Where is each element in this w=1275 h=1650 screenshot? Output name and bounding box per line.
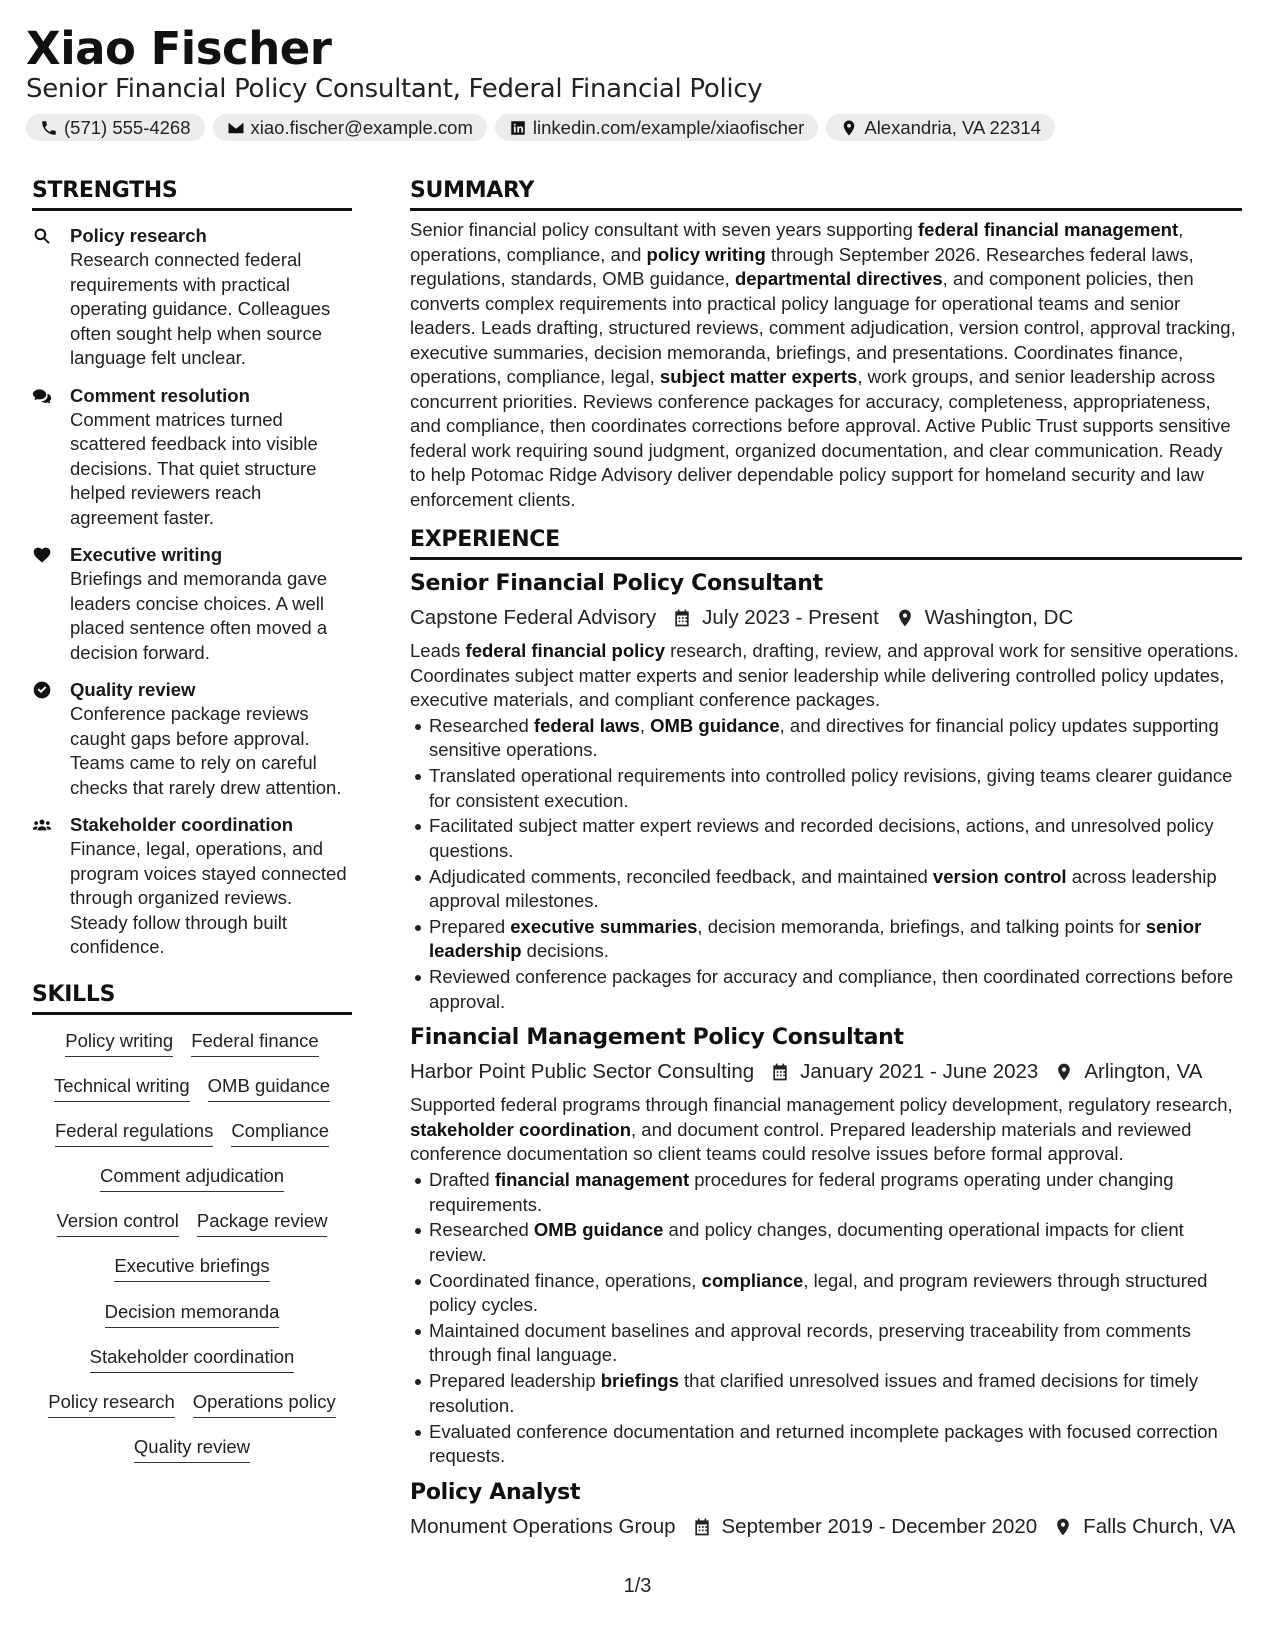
linkedin-icon <box>509 119 527 137</box>
skill-row <box>100 1162 284 1207</box>
skill-row <box>48 1388 335 1433</box>
text-segment: Adjudicated comments, reconciled feedback, and maintained <box>429 865 933 887</box>
skill-tag: Executive briefings <box>114 1252 269 1282</box>
job-bullet <box>429 1218 1242 1267</box>
text-segment: Translated operational requirements into controlled policy revisions, giving teams clearer guidance for consistent execution. <box>429 765 1233 811</box>
text-segment: , and component policies, then converts complex requirements into practical policy language for operational teams and senior leaders. Leads drafting, structured reviews, comment adjudication, version control, approval tracking, executive summaries, decision memoranda, briefings, and presentations. Coordinates finance, operations, compliance, legal, <box>410 268 1236 387</box>
text-segment: Researched <box>429 714 534 736</box>
candidate-title: Senior Financial Policy Consultant, Federal Financial Policy <box>26 74 763 104</box>
text-segment: that clarified unresolved issues and framed decisions for timely resolution. <box>429 1370 1199 1416</box>
skill-tag: Decision memoranda <box>105 1298 280 1328</box>
text-segment: Evaluated conference documentation and returned incomplete packages with focused correction requests. <box>429 1420 1218 1467</box>
contact-location-text: Alexandria, VA 22314 <box>864 116 1041 138</box>
text-segment: Researched <box>429 1219 534 1241</box>
strength-item <box>32 224 352 371</box>
job-dates: January 2021 - June 2023 <box>800 1060 1039 1084</box>
text-segment: , and document control. Prepared leadership materials and reviewed conference documentation so client teams could resolve issues before formal approval. <box>410 1118 1192 1165</box>
map-pin-icon <box>1053 1517 1073 1537</box>
text-segment: Prepared <box>429 915 511 937</box>
job-bullet <box>429 1420 1242 1469</box>
text-segment: , operations, compliance, and <box>410 219 1184 265</box>
contact-email-text: xiao.fischer@example.com <box>250 116 473 138</box>
strength-item <box>32 384 352 531</box>
skill-row <box>55 1117 329 1162</box>
job-company: Capstone Federal Advisory <box>410 606 657 629</box>
job-location: Arlington, VA <box>1084 1060 1203 1084</box>
text-segment: Drafted <box>429 1169 495 1191</box>
magnifier-icon <box>32 226 52 246</box>
contact-phone-text: (571) 555-4268 <box>64 116 191 138</box>
job-meta <box>410 1058 1242 1086</box>
map-pin-icon <box>840 119 858 137</box>
bold-text: subject matter experts <box>659 366 858 387</box>
text-segment: research, drafting, review, and approval work for sensitive operations. Coordinates subject matter experts and senior leadership while delivering controlled policy updates, executive materials, and compliant conference packages. <box>410 640 1239 710</box>
skills-heading: SKILLS <box>32 982 352 1015</box>
bold-text: departmental directives <box>734 268 943 289</box>
text-segment: procedures for federal programs operating under changing requirements. <box>429 1169 1174 1215</box>
bold-text: executive summaries <box>510 915 698 937</box>
strength-title: Quality review <box>70 679 196 700</box>
text-segment: , decision memoranda, briefings, and talking points for <box>697 915 1146 937</box>
skill-tag: Policy writing <box>65 1027 173 1057</box>
page-number: 1/3 <box>623 1575 652 1597</box>
skill-tag: Federal finance <box>191 1027 319 1057</box>
skill-tag: Version control <box>57 1207 179 1237</box>
job-title: Policy Analyst <box>410 1479 581 1505</box>
skill-tag: Package review <box>197 1207 328 1237</box>
strength-desc: Comment matrices turned scattered feedback into visible decisions. That quiet structure helped reviewers reach agreement faster. <box>70 408 318 528</box>
summary-text <box>410 218 1242 512</box>
skill-tag: Quality review <box>134 1433 250 1463</box>
job-entry <box>410 569 1242 1014</box>
skill-row <box>105 1298 280 1343</box>
calendar-icon <box>672 608 692 628</box>
strength-desc: Research connected federal requirements with practical operating guidance. Colleagues often sought help when source language felt unclear. <box>70 249 331 368</box>
bold-text: financial management <box>494 1169 690 1191</box>
skill-row <box>114 1252 269 1297</box>
skill-tag: Technical writing <box>54 1072 190 1102</box>
strength-desc: Conference package reviews caught gaps before approval. Teams came to rely on careful checks that rarely drew attention. <box>70 703 342 798</box>
left-column <box>32 178 352 1478</box>
strength-title: Executive writing <box>70 544 223 565</box>
job-bullet <box>429 1168 1242 1217</box>
job-bullets <box>429 714 1242 1014</box>
skill-row <box>57 1207 328 1252</box>
skill-tag: Compliance <box>231 1117 329 1147</box>
contact-location <box>826 114 1055 141</box>
bold-text: policy writing <box>646 243 766 265</box>
map-pin-icon <box>1054 1062 1074 1082</box>
bold-text: stakeholder coordination <box>410 1118 632 1140</box>
text-segment: Leads <box>410 640 466 661</box>
strength-item <box>32 678 352 800</box>
job-bullet <box>429 1369 1242 1418</box>
job-bullet <box>429 1269 1242 1318</box>
skills-list <box>32 1027 352 1479</box>
skill-tag: Comment adjudication <box>100 1162 284 1192</box>
map-pin-icon <box>895 608 915 628</box>
text-segment: decisions. <box>521 940 609 962</box>
experience-heading: EXPERIENCE <box>410 527 1242 560</box>
contact-linkedin-text: linkedin.com/example/xiaofischer <box>532 116 805 138</box>
job-company: Harbor Point Public Sector Consulting <box>410 1060 755 1084</box>
bold-text: briefings <box>600 1370 679 1392</box>
skill-row <box>90 1343 295 1388</box>
summary-heading: SUMMARY <box>410 178 1242 211</box>
bold-text: OMB guidance <box>533 1219 664 1241</box>
skill-tag: Operations policy <box>193 1388 336 1418</box>
job-bullet <box>429 764 1242 813</box>
strength-item <box>32 813 352 960</box>
skill-row <box>54 1072 330 1117</box>
text-segment: Facilitated subject matter expert reviews and recorded decisions, actions, and unresolved policy questions. <box>429 815 1214 861</box>
job-dates: September 2019 - December 2020 <box>721 1514 1038 1538</box>
strength-title: Stakeholder coordination <box>70 814 294 835</box>
comments-icon <box>32 386 52 406</box>
text-segment: Coordinated finance, operations, <box>429 1269 702 1291</box>
right-column <box>410 178 1242 1541</box>
contact-email[interactable] <box>213 114 487 141</box>
text-segment: across leadership approval milestones. <box>429 865 1217 912</box>
bold-text: federal laws <box>533 714 640 736</box>
text-segment: , work groups, and senior leadership across concurrent priorities. Reviews conference packages for accuracy, completeness, appropriateness, and compliance, then coordinates corrections before approval. Active Public Trust supports sensitive federal work requiring sound judgment, organized documentation, and clear communication. Ready to help Potomac Ridge Advisory deliver dependable policy support for homeland security and law enforcement clients. <box>410 366 1231 510</box>
envelope-icon <box>227 119 245 137</box>
candidate-name: Xiao Fischer <box>26 22 332 75</box>
strength-desc: Finance, legal, operations, and program voices stayed connected through organized reviews. Steady follow through built confidence. <box>70 838 347 957</box>
job-meta <box>410 1513 1242 1541</box>
calendar-icon <box>770 1062 790 1082</box>
job-bullet <box>429 714 1242 763</box>
skill-row <box>134 1433 250 1478</box>
heart-icon <box>32 545 52 565</box>
skill-tag: Policy research <box>48 1388 174 1418</box>
users-icon <box>32 815 52 835</box>
contact-bar <box>26 114 1055 141</box>
text-segment: and policy changes, documenting operational impacts for client review. <box>429 1219 1184 1265</box>
bold-text: version control <box>932 865 1067 887</box>
strength-title: Comment resolution <box>70 384 250 406</box>
bold-text: federal financial management <box>918 219 1179 240</box>
contact-phone[interactable] <box>26 114 205 141</box>
text-segment: through September 2026. Researches federal laws, regulations, standards, OMB guidance, <box>410 243 1194 289</box>
job-entry <box>410 1023 1242 1468</box>
strength-title: Policy research <box>70 225 207 246</box>
text-segment: , <box>639 714 651 736</box>
text-segment: , legal, and program reviewers through structured policy cycles. <box>429 1269 1208 1316</box>
job-description <box>410 1093 1242 1167</box>
skill-tag: Federal regulations <box>55 1117 213 1147</box>
text-segment: Senior financial policy consultant with seven years supporting <box>410 219 919 240</box>
skill-row <box>65 1027 318 1072</box>
text-segment: Maintained document baselines and approval records, preserving traceability from comments through final language. <box>429 1319 1191 1366</box>
text-segment: Reviewed conference packages for accuracy and compliance, then coordinated corrections before approval. <box>429 966 1234 1012</box>
skill-tag: OMB guidance <box>208 1072 330 1102</box>
check-circle-icon <box>32 680 52 700</box>
job-description <box>410 639 1242 713</box>
job-dates: July 2023 - Present <box>702 606 879 629</box>
text-segment: Supported federal programs through financial management policy development, regulatory research, <box>410 1094 1233 1116</box>
job-meta <box>410 604 1242 632</box>
job-bullet <box>429 1319 1242 1368</box>
strength-desc: Briefings and memoranda gave leaders concise choices. A well placed sentence often moved a decision forward. <box>70 568 328 663</box>
bold-text: OMB guidance <box>650 714 780 736</box>
job-bullet <box>429 814 1242 863</box>
strength-item <box>32 543 352 665</box>
contact-linkedin[interactable] <box>495 114 818 141</box>
job-bullets <box>429 1168 1242 1468</box>
job-bullet <box>429 915 1242 964</box>
experience-list <box>410 569 1242 1541</box>
job-company: Monument Operations Group <box>410 1514 676 1538</box>
bold-text: federal financial policy <box>465 640 665 661</box>
text-segment: Prepared leadership <box>429 1370 601 1392</box>
job-title: Financial Management Policy Consultant <box>410 1025 904 1051</box>
job-location: Washington, DC <box>924 606 1074 629</box>
calendar-icon <box>692 1517 712 1537</box>
strengths-heading: STRENGTHS <box>32 178 352 211</box>
bold-text: compliance <box>701 1269 804 1291</box>
job-bullet <box>429 965 1242 1014</box>
phone-icon <box>40 119 58 137</box>
job-bullet <box>429 865 1242 914</box>
job-entry <box>410 1478 1242 1541</box>
skill-tag: Stakeholder coordination <box>90 1343 295 1373</box>
job-location: Falls Church, VA <box>1083 1514 1236 1538</box>
job-title: Senior Financial Policy Consultant <box>410 571 823 596</box>
bold-text: senior leadership <box>429 915 1202 962</box>
text-segment: , and directives for financial policy updates supporting sensitive operations. <box>429 714 1219 761</box>
